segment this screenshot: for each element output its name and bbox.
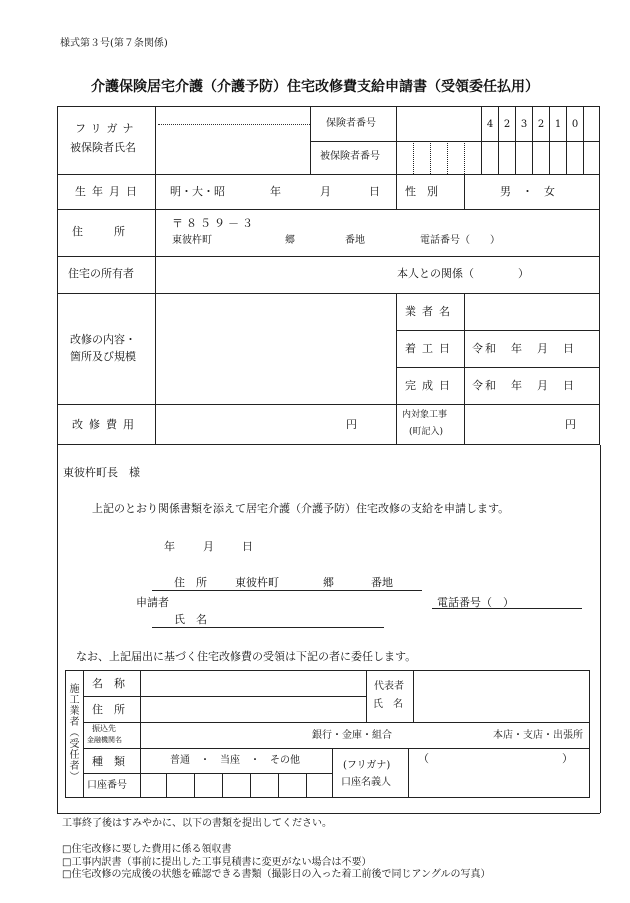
contractor-name-field[interactable] <box>142 672 364 694</box>
contractor-name-label: 名 称 <box>92 677 125 690</box>
bank-sublabel: 金融機関名 <box>87 736 122 744</box>
applicant-phone-label[interactable]: 電話番号（ ） <box>437 596 514 609</box>
account-number-label: 口座番号 <box>87 780 127 791</box>
owner-relation-label[interactable]: 本人との関係（ ） <box>397 267 529 280</box>
insurer-digit: 4 <box>486 119 494 130</box>
form-title: 介護保険居宅介護（介護予防）住宅改修費支給申請書（受領委任払用） <box>91 79 539 95</box>
addressee: 東彼杵町長 様 <box>63 466 140 479</box>
footer-item-receipt: □住宅改修に要した費用に係る領収書 <box>62 844 232 855</box>
delegation-statement: なお、上記届出に基づく住宅改修費の受領は下記の者に委任します。 <box>76 650 417 663</box>
renovation-details-field[interactable] <box>158 296 394 402</box>
cost-label: 改修費用 <box>72 418 140 431</box>
cost-yen: 円 <box>346 418 357 431</box>
insurer-number-label: 保険者番号 <box>326 118 376 129</box>
insurer-digit: 3 <box>520 119 528 130</box>
contractor-address-label: 住 所 <box>92 703 125 716</box>
account-type-label: 種 類 <box>92 755 125 768</box>
form-number: 様式第３号(第７条関係) <box>60 38 168 49</box>
birth-day-label: 日 <box>369 185 380 198</box>
bank-label: 振込先 <box>92 724 116 733</box>
target-work-yen: 円 <box>565 418 576 431</box>
insured-name-field[interactable] <box>158 128 308 172</box>
completion-date-label: 完成日 <box>405 379 456 392</box>
target-work-sublabel: (町記入) <box>409 427 444 437</box>
address-phone-label[interactable]: 電話番号（ ） <box>420 235 500 246</box>
target-work-label: 内対象工事 <box>402 410 448 420</box>
account-number-field[interactable] <box>142 775 330 796</box>
address-banchi: 番地 <box>345 235 365 246</box>
applicant-name-label: 氏 名 <box>174 613 207 626</box>
account-type-options[interactable]: 普通 ・ 当座 ・ その他 <box>170 755 300 766</box>
birth-year-label: 年 <box>270 185 281 198</box>
insurer-digit: 2 <box>503 119 511 130</box>
address-go: 郷 <box>285 235 295 246</box>
footer-instruction: 工事終了後はすみやかに、以下の書類を提出してください。 <box>62 818 332 829</box>
applicant-town: 東彼杵町 <box>235 576 279 589</box>
branch-type-options[interactable]: 本店・支店・出張所 <box>493 730 583 741</box>
account-holder-label: 口座名義人 <box>341 777 391 788</box>
applicant-label: 申請者 <box>136 596 169 609</box>
renovation-label-line1: 改修の内容・ <box>70 333 136 346</box>
furigana-label: フリガナ <box>75 122 139 135</box>
completion-date-value[interactable]: 令和 年 月 日 <box>472 379 576 392</box>
contractor-address-field[interactable] <box>142 698 364 720</box>
postal-code[interactable]: 〒８５９－３ <box>172 217 256 230</box>
contractor-side-label: 施工業者（受任者） <box>67 683 78 782</box>
representative-name-field[interactable] <box>415 672 588 720</box>
start-date-value[interactable]: 令和 年 月 日 <box>472 342 576 355</box>
representative-name-label: 氏 名 <box>373 699 403 710</box>
sex-label: 性 別 <box>405 185 438 198</box>
owner-label: 住宅の所有者 <box>68 267 134 280</box>
start-date-label: 着工日 <box>405 342 456 355</box>
applicant-go: 郷 <box>323 576 334 589</box>
account-holder-furigana-label: (フリガナ) <box>343 760 391 771</box>
account-holder-paren-open: （ <box>418 752 429 765</box>
representative-label: 代表者 <box>374 681 404 692</box>
footer-item-photos: □住宅改修の完成後の状態を確認できる書類（撮影日の入った着工前後で同じアングルの写真） <box>62 869 491 880</box>
application-date[interactable]: 年 月 日 <box>164 540 255 553</box>
birth-era-options[interactable]: 明・大・昭 <box>170 185 225 198</box>
furigana-field[interactable] <box>158 108 308 122</box>
insurer-digit: 1 <box>554 119 562 130</box>
account-holder-paren-close: ） <box>562 752 573 765</box>
insured-number-label: 被保険者番号 <box>320 151 380 162</box>
sex-options[interactable]: 男 ・ 女 <box>500 185 555 198</box>
footer-item-breakdown: □工事内訳書（事前に提出した工事見積書に変更がない場合は不要） <box>62 857 372 868</box>
insurer-digit: 0 <box>571 119 579 130</box>
birth-month-label: 月 <box>320 185 331 198</box>
address-town: 東彼杵町 <box>172 235 212 246</box>
address-label: 住 所 <box>72 225 128 238</box>
renovation-label-line2: 箇所及び規模 <box>70 350 136 363</box>
insurer-digit: 2 <box>537 119 545 130</box>
account-holder-field[interactable] <box>410 768 588 796</box>
contractor-name-label: 業者名 <box>405 305 456 318</box>
birth-date-label: 生年月日 <box>75 185 143 198</box>
insured-number-field[interactable] <box>397 142 599 173</box>
applicant-banchi: 番地 <box>371 576 393 589</box>
insured-name-label: 被保険者氏名 <box>70 141 136 154</box>
bank-type-options[interactable]: 銀行・金庫・組合 <box>312 730 392 741</box>
request-statement: 上記のとおり関係書類を添えて居宅介護（介護予防）住宅改修の支給を申請します。 <box>92 502 510 515</box>
applicant-address-label: 住 所 <box>174 576 207 589</box>
